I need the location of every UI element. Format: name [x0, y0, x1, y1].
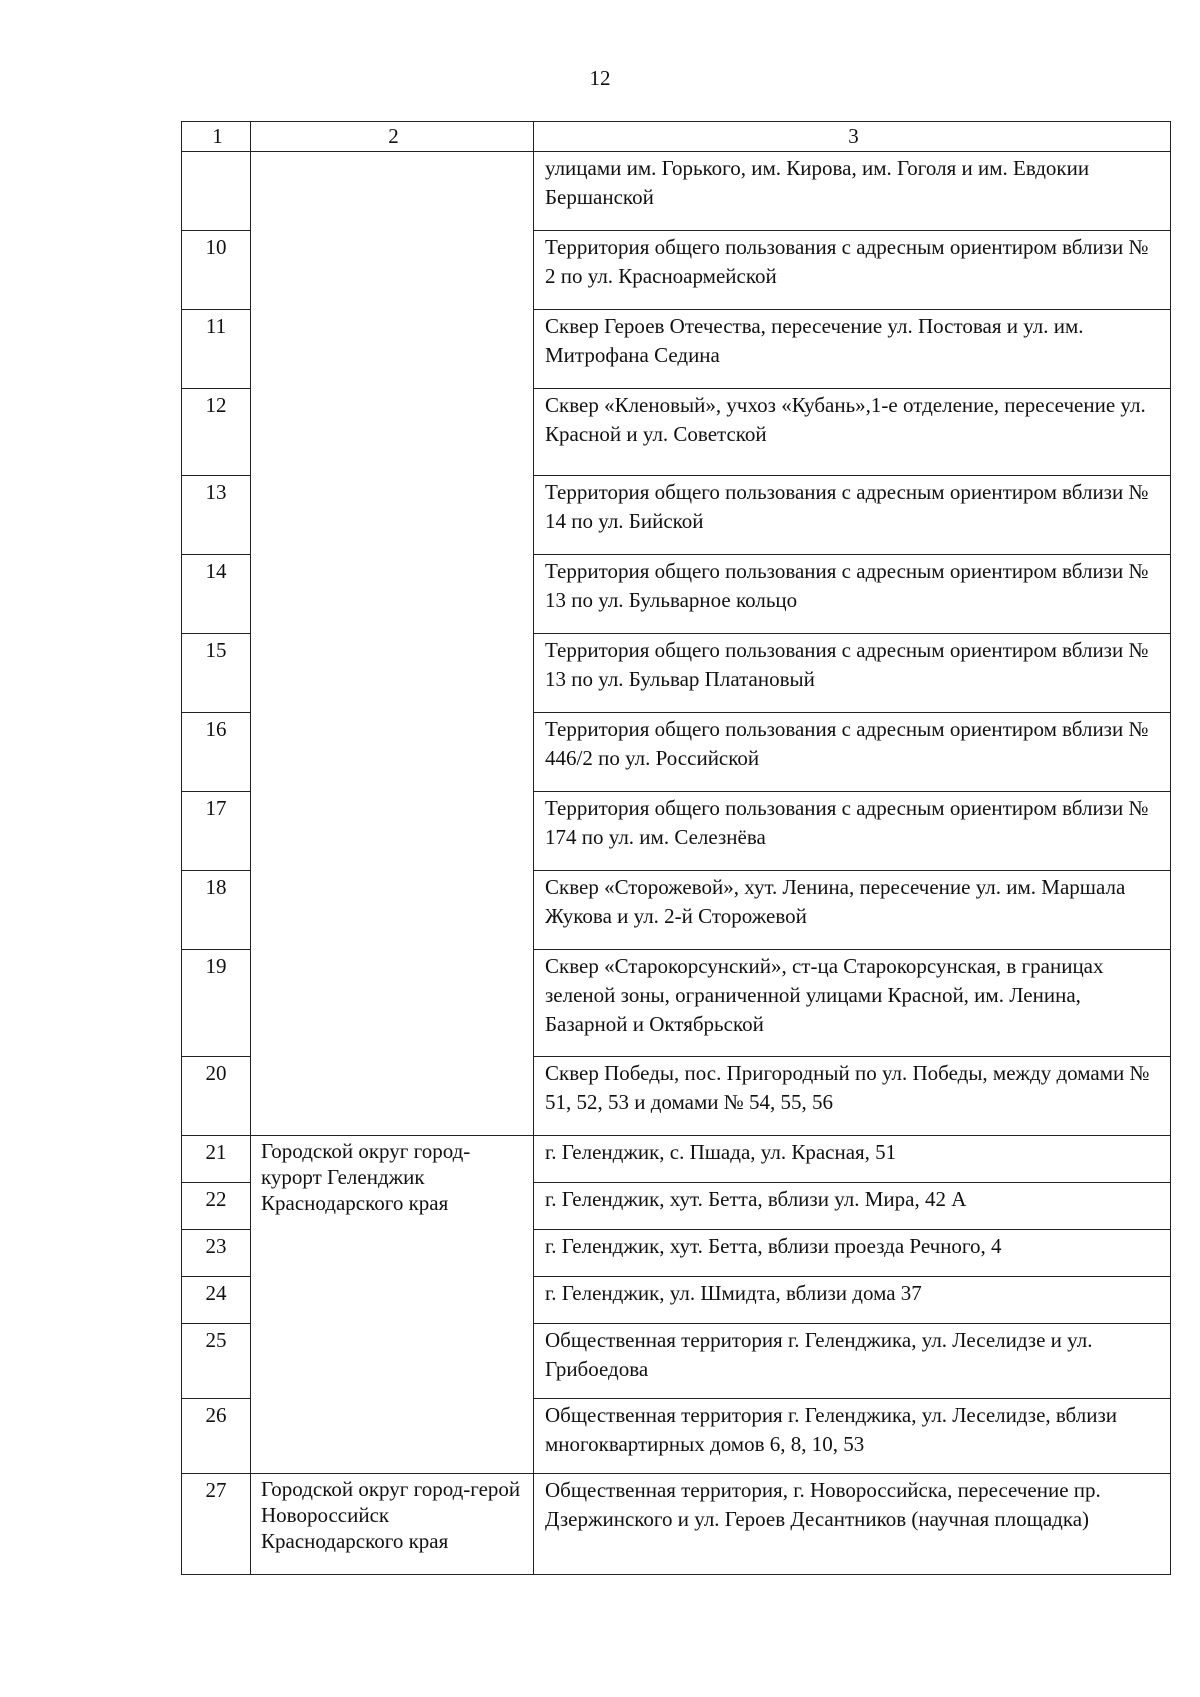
region-cell-novorossiysk: Городской округ город-герой Новороссийск Краснодарского края: [251, 1474, 534, 1575]
territory-cell: г. Геленджик, ул. Шмидта, вблизи дома 37: [534, 1277, 1171, 1324]
row-number: 16: [182, 713, 251, 792]
row-number: 20: [182, 1057, 251, 1136]
row-number: 23: [182, 1230, 251, 1277]
region-cell-gelendzhik: Городской округ город-курорт Геленджик Краснодарского края: [251, 1136, 534, 1474]
table-header-row: [182, 122, 1171, 152]
row-number: 21: [182, 1136, 251, 1183]
territory-cell: Общественная территория г. Геленджика, ул. Леселидзе, вблизи многоквартирных домов 6, 8, 10, 53: [534, 1399, 1171, 1474]
row-number: 17: [182, 792, 251, 871]
row-number: 22: [182, 1183, 251, 1230]
table-row: [182, 152, 1171, 231]
territory-cell: Территория общего пользования с адресным ориентиром вблизи № 2 по ул. Красноармейской: [534, 231, 1171, 310]
territory-cell: Сквер «Кленовый», учхоз «Кубань»,1-е отделение, пересечение ул. Красной и ул. Советской: [534, 389, 1171, 476]
region-cell-empty: [251, 152, 534, 1136]
row-number: 11: [182, 310, 251, 389]
column-header-3: 3: [534, 122, 1171, 152]
table-row: [182, 1474, 1171, 1575]
territory-cell: Территория общего пользования с адресным ориентиром вблизи № 14 по ул. Бийской: [534, 476, 1171, 555]
page-number: 12: [589, 66, 611, 90]
territory-cell: г. Геленджик, хут. Бетта, вблизи ул. Мира, 42 А: [534, 1183, 1171, 1230]
row-number: 15: [182, 634, 251, 713]
table-row: [182, 1136, 1171, 1183]
territory-cell: Сквер Победы, пос. Пригородный по ул. Победы, между домами № 51, 52, 53 и домами № 54, 55, 56: [534, 1057, 1171, 1136]
column-header-2: 2: [251, 122, 534, 152]
territory-cell: улицами им. Горького, им. Кирова, им. Гоголя и им. Евдокии Бершанской: [534, 152, 1171, 231]
row-number: 24: [182, 1277, 251, 1324]
row-number: 10: [182, 231, 251, 310]
row-number: 12: [182, 389, 251, 476]
territory-cell: Сквер «Сторожевой», хут. Ленина, пересечение ул. им. Маршала Жукова и ул. 2-й Сторожевой: [534, 871, 1171, 950]
territory-cell: г. Геленджик, с. Пшада, ул. Красная, 51: [534, 1136, 1171, 1183]
column-header-1: 1: [182, 122, 251, 152]
row-number: 19: [182, 950, 251, 1057]
row-number: 14: [182, 555, 251, 634]
territory-cell: Территория общего пользования с адресным ориентиром вблизи № 13 по ул. Бульвар Платановый: [534, 634, 1171, 713]
territory-cell: Общественная территория г. Геленджика, ул. Леселидзе и ул. Грибоедова: [534, 1324, 1171, 1399]
territory-cell: Сквер «Старокорсунский», ст-ца Старокорсунская, в границах зеленой зоны, ограниченной улицами Красной, им. Ленина, Базарной и Октябрьской: [534, 950, 1171, 1057]
territory-cell: Сквер Героев Отечества, пересечение ул. Постовая и ул. им. Митрофана Седина: [534, 310, 1171, 389]
territories-table: [181, 121, 1171, 1575]
row-number: 27: [182, 1474, 251, 1575]
row-number: 26: [182, 1399, 251, 1474]
row-number: 18: [182, 871, 251, 950]
territory-cell: Территория общего пользования с адресным ориентиром вблизи № 174 по ул. им. Селезнёва: [534, 792, 1171, 871]
territory-cell: Территория общего пользования с адресным ориентиром вблизи № 13 по ул. Бульварное кольцо: [534, 555, 1171, 634]
territory-cell: Общественная территория, г. Новороссийска, пересечение пр. Дзержинского и ул. Героев Десантников (научная площадка): [534, 1474, 1171, 1575]
row-number: [182, 152, 251, 231]
territory-cell: г. Геленджик, хут. Бетта, вблизи проезда Речного, 4: [534, 1230, 1171, 1277]
row-number: 25: [182, 1324, 251, 1399]
territory-cell: Территория общего пользования с адресным ориентиром вблизи № 446/2 по ул. Российской: [534, 713, 1171, 792]
row-number: 13: [182, 476, 251, 555]
